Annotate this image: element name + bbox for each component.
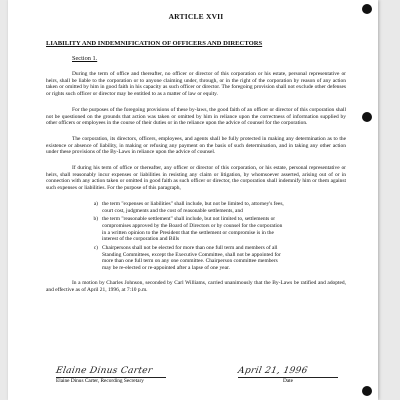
list-marker: b)	[93, 216, 98, 223]
article-title: ARTICLE XVII	[168, 12, 224, 21]
closing-motion: In a motion by Charles Johnson, seconded by Carl Williams, carried unanimously that the By-Laws be ratified and adopted, and effective as of April 21, 1996, at 7:10 p.m.	[46, 279, 346, 293]
section-label: Section 1.	[72, 55, 98, 62]
list-item-text: the term "expenses or liabilities" shall include, but not be limited to, attorney's fees, court cost, judgments and the cost of reasonable settlements, and	[102, 200, 284, 214]
date-signature	[238, 366, 338, 384]
list-marker: c)	[93, 245, 98, 252]
paragraph-1: During the term of office and thereafter, no officer or director of this corporation or his estate, personal representative or heirs, shall be liable to the corporation or to anyone claiming under, through, or in the right of the corporation by reason of any action taken or omitted by him in good faith in his capacity as such officer or director. The foregoing provision shall not exclude other defenses or rights such officer or director may be entitled to as a matter of law or equity.	[46, 71, 346, 98]
list-item-text: Chairpersons shall not be elected for more than one full term and members of all Standing Committees, except the Executive Committee, shall not be appointed for more than one full term on any one committee. Chairperson committee members may be re-elected or re-appointed after a lapse of one year.	[102, 245, 281, 272]
list-marker: a)	[93, 200, 98, 207]
secretary-signature	[56, 366, 166, 384]
list-item	[84, 201, 284, 214]
binder-hole	[362, 4, 372, 14]
definitions-list	[84, 201, 284, 272]
document-content	[46, 12, 346, 293]
binder-hole	[362, 386, 372, 396]
signature-caption: Elaine Dinus Carter, Recording Secretary	[56, 378, 144, 384]
paragraph-4: If during his term of office or thereafter, any officer or director of this corporation, or his estate, personal representative or heirs, shall reasonably incur expenses or liabilities in resisting any claim or litigation, by whomsoever asserted, arising out of or in connection with any action taken or omitted in good faith as such officer or director, the corporation shall indemnify him or them against such expenses or liabilities. For the purpose of this paragraph,	[46, 165, 346, 192]
binder-hole	[362, 112, 372, 122]
list-item-text: the term "reasonable settlement" shall include, but not limited to, settlements or compromises approved by the Board of Directors or by counsel for the corporation in a written opinion to the President that the settlement or compromise is in the interest of the corporation and Bills	[102, 216, 283, 243]
list-item	[84, 216, 284, 243]
date-caption: Date	[283, 378, 293, 384]
signature-block	[46, 366, 346, 388]
paragraph-2: For the purposes of the foregoing provisions of these by-laws, the good faith of an officer or director of this corporation shall not be questioned on the grounds that action was taken or omitted by him in reliance upon the correctness of information supplied by other officers or employees in the course of their duties or in the reliance upon the advice of counsel for the corporation.	[46, 106, 346, 127]
handwritten-signature: Elaine Dinus Carter	[55, 366, 154, 376]
document-page	[8, 0, 378, 400]
handwritten-date: April 21, 1996	[237, 366, 309, 376]
list-item	[84, 245, 284, 272]
paragraph-3: The corporation, its directors, officers, employees, and agents shall be fully protected in making any determination as to the existence or absence of liability, in making or refusing any payment on the basis of such determination, and in taking any other action under these provisions of the By-Laws in reliance upon the advice of counsel.	[46, 135, 346, 156]
article-heading: LIABILITY AND INDEMNIFICATION OF OFFICERS AND DIRECTORS	[46, 40, 263, 47]
